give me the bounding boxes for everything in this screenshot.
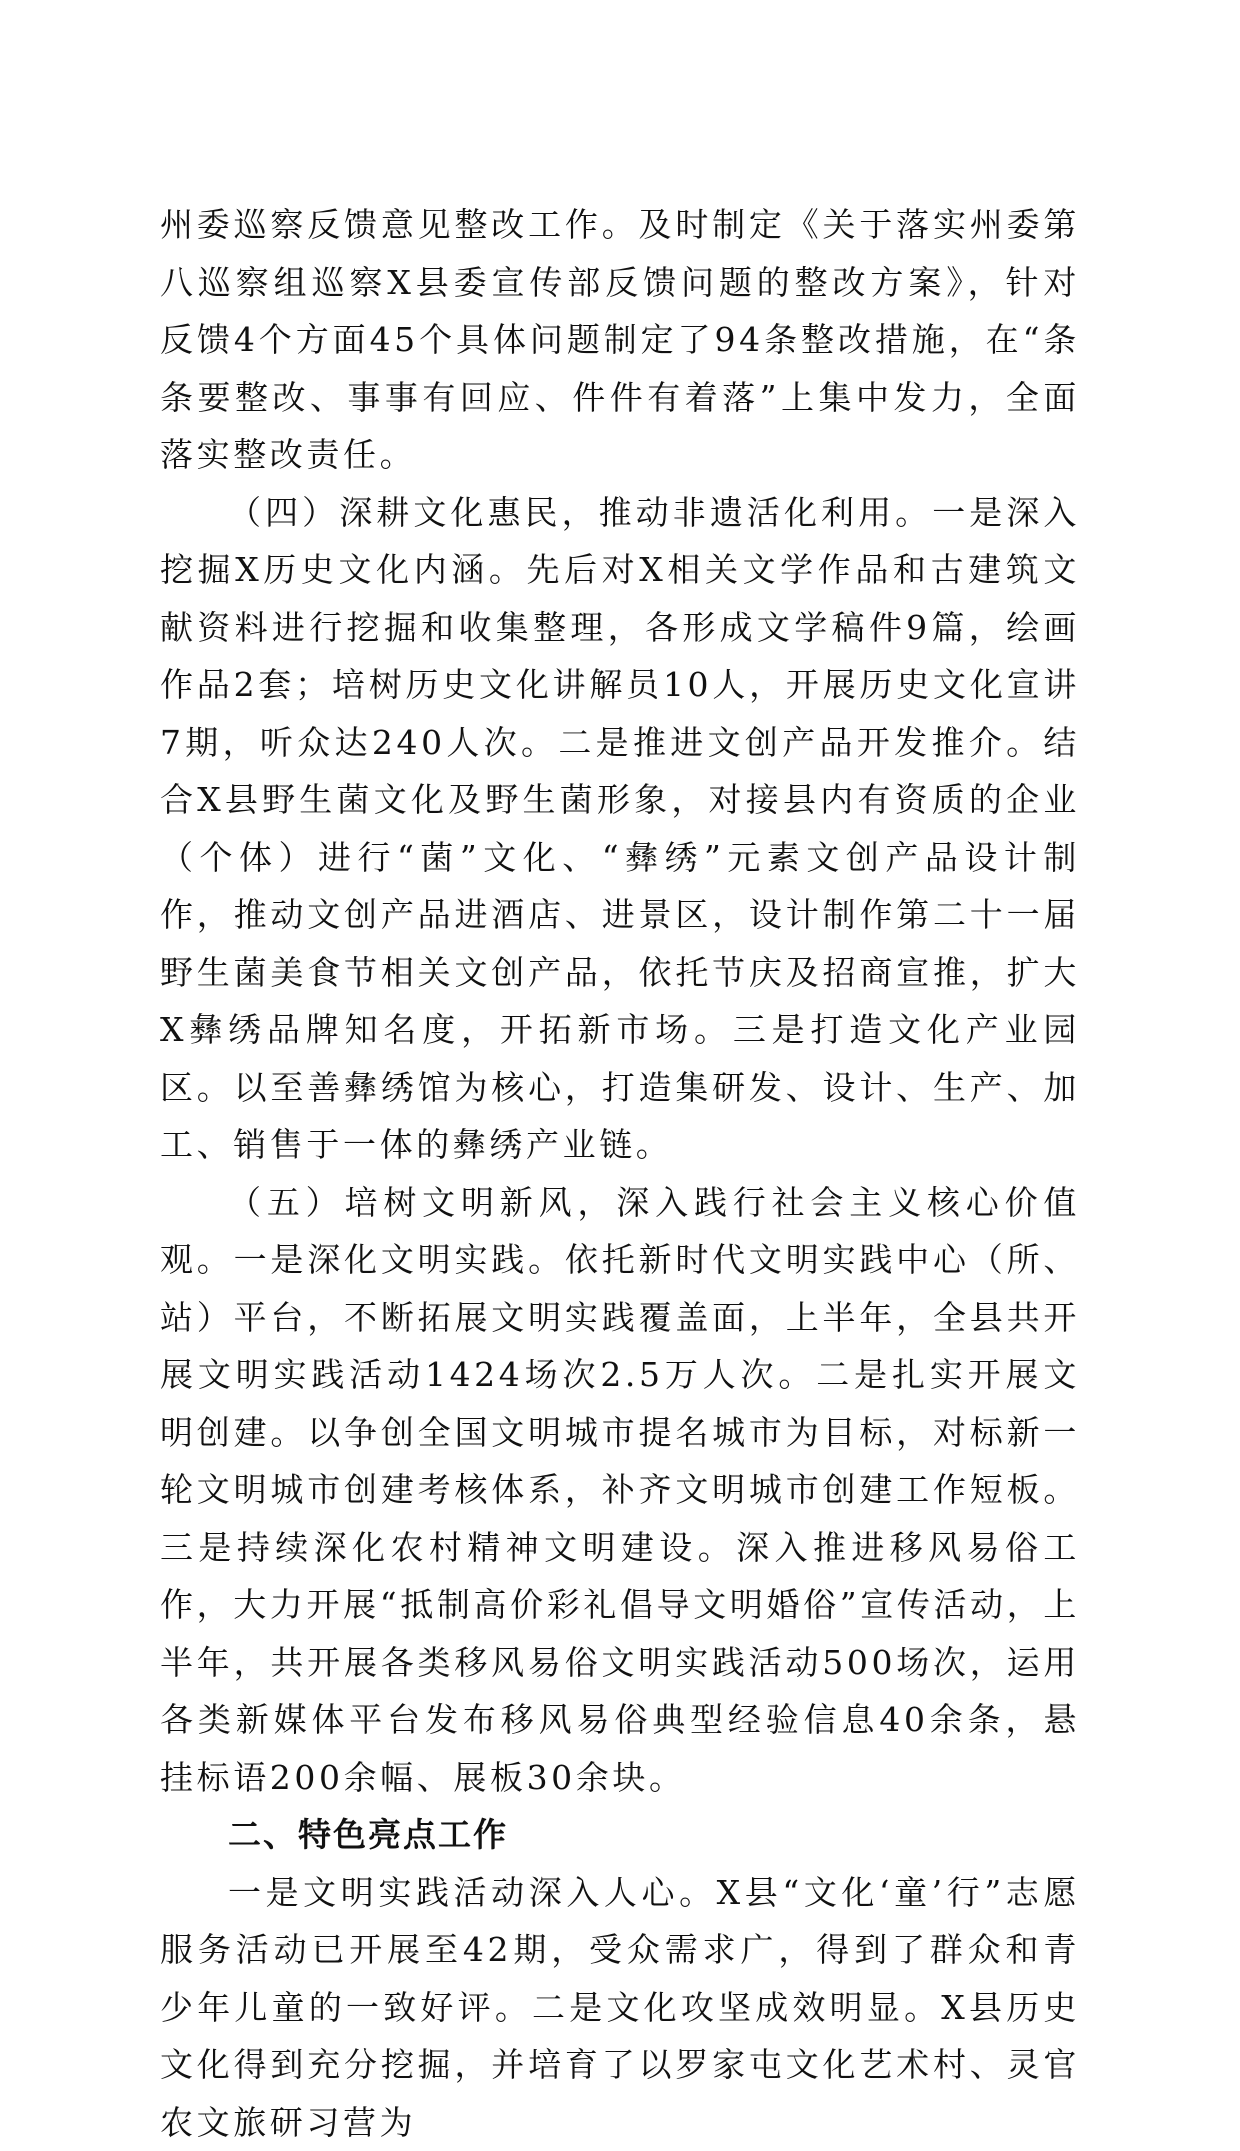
document-body bbox=[160, 196, 1080, 2151]
section-heading-highlights: 二、特色亮点工作 bbox=[160, 1806, 1080, 1864]
paragraph-highlights: 一是文明实践活动深入人心。X县“文化‘童’行”志愿服务活动已开展至42期，受众需求广，得到了群众和青少年儿童的一致好评。二是文化攻坚成效明显。X县历史文化得到充分挖掘，并培育了以罗家屯文化艺术村、灵官农文旅研习营为 bbox=[160, 1864, 1080, 2151]
paragraph-rectification: 州委巡察反馈意见整改工作。及时制定《关于落实州委第八巡察组巡察X县委宣传部反馈问题的整改方案》，针对反馈4个方面45个具体问题制定了94条整改措施，在“条条要整改、事事有回应、件件有着落”上集中发力，全面落实整改责任。 bbox=[160, 196, 1080, 484]
paragraph-civilization: （五）培树文明新风，深入践行社会主义核心价值观。一是深化文明实践。依托新时代文明实践中心（所、站）平台，不断拓展文明实践覆盖面，上半年，全县共开展文明实践活动1424场次2.5万人次。二是扎实开展文明创建。以争创全国文明城市提名城市为目标，对标新一轮文明城市创建考核体系，补齐文明城市创建工作短板。三是持续深化农村精神文明建设。深入推进移风易俗工作，大力开展“抵制高价彩礼倡导文明婚俗”宣传活动，上半年，共开展各类移风易俗文明实践活动500场次，运用各类新媒体平台发布移风易俗典型经验信息40余条，悬挂标语200余幅、展板30余块。 bbox=[160, 1174, 1080, 1807]
paragraph-cultural-benefit: （四）深耕文化惠民，推动非遗活化利用。一是深入挖掘X历史文化内涵。先后对X相关文学作品和古建筑文献资料进行挖掘和收集整理，各形成文学稿件9篇，绘画作品2套；培树历史文化讲解员10人，开展历史文化宣讲7期，听众达240人次。二是推进文创产品开发推介。结合X县野生菌文化及野生菌形象，对接县内有资质的企业（个体）进行“菌”文化、“彝绣”元素文创产品设计制作，推动文创产品进酒店、进景区，设计制作第二十一届野生菌美食节相关文创产品，依托节庆及招商宣推，扩大X彝绣品牌知名度，开拓新市场。三是打造文化产业园区。以至善彝绣馆为核心，打造集研发、设计、生产、加工、销售于一体的彝绣产业链。 bbox=[160, 484, 1080, 1174]
